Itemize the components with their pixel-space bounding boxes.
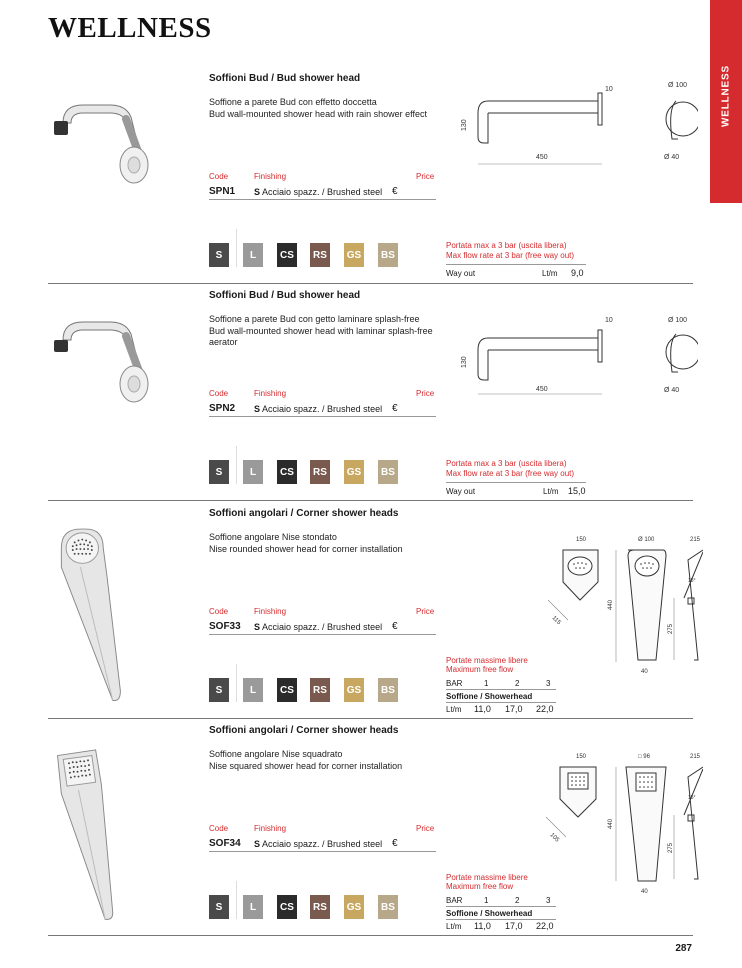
showerhead-label: Soffione / Showerhead bbox=[446, 909, 533, 918]
description-en: Bud wall-mounted shower head with laminar splash-free aerator bbox=[209, 326, 433, 347]
bar-1: 1 bbox=[484, 679, 489, 688]
finishing-header: Finishing bbox=[254, 389, 287, 398]
finishing-value: S Acciaio spazz. / Brushed steel bbox=[254, 187, 383, 197]
svg-text:150: 150 bbox=[576, 754, 587, 760]
description-en: Bud wall-mounted shower head with rain shower effect bbox=[209, 109, 427, 119]
product-title: Soffioni Bud / Bud shower head bbox=[209, 73, 361, 84]
bar-3: 3 bbox=[546, 679, 551, 688]
swatch-gs[interactable]: GS bbox=[344, 895, 364, 919]
flow-unit: Lt/m bbox=[446, 705, 462, 714]
description-it: Soffione a parete Bud con getto laminare splash-free bbox=[209, 314, 420, 324]
svg-text:Ø 100: Ø 100 bbox=[668, 317, 688, 324]
flow-rate-en: Max flow rate at 3 bar (free way out) bbox=[446, 469, 575, 478]
swatch-rs[interactable]: RS bbox=[310, 243, 330, 267]
flow-value-2: 17,0 bbox=[505, 921, 523, 931]
swatch-l[interactable]: L bbox=[243, 460, 263, 484]
bar-3: 3 bbox=[546, 896, 551, 905]
svg-text:215: 215 bbox=[690, 537, 701, 543]
svg-text:Ø 40: Ø 40 bbox=[664, 387, 680, 394]
price-currency: € bbox=[392, 621, 398, 632]
product-code: SPN1 bbox=[209, 186, 236, 197]
svg-text:275: 275 bbox=[668, 623, 674, 634]
flow-rate-it: Portate massime libere bbox=[446, 873, 528, 882]
finishing-header: Finishing bbox=[254, 172, 287, 181]
description-it: Soffione angolare Nise stondato bbox=[209, 532, 337, 542]
swatch-l[interactable]: L bbox=[243, 678, 263, 702]
flow-rate-en: Maximum free flow bbox=[446, 665, 514, 674]
finishing-value: S Acciaio spazz. / Brushed steel bbox=[254, 839, 383, 849]
flow-unit: Lt/m bbox=[543, 487, 559, 496]
svg-text:40: 40 bbox=[641, 889, 648, 895]
swatch-s[interactable]: S bbox=[209, 243, 229, 267]
divider bbox=[209, 634, 436, 635]
svg-text:40: 40 bbox=[641, 669, 648, 675]
swatch-cs[interactable]: CS bbox=[277, 460, 297, 484]
svg-text:130: 130 bbox=[461, 356, 468, 368]
swatch-rs[interactable]: RS bbox=[310, 678, 330, 702]
price-header: Price bbox=[416, 389, 435, 398]
finishing-header: Finishing bbox=[254, 607, 287, 616]
swatch-bs[interactable]: BS bbox=[378, 678, 398, 702]
description-it: Soffione a parete Bud con effetto doccetta bbox=[209, 97, 377, 107]
flow-value-3: 22,0 bbox=[536, 704, 554, 714]
flow-rate-en: Maximum free flow bbox=[446, 882, 514, 891]
product-image-sof34 bbox=[48, 727, 208, 927]
svg-text:105: 105 bbox=[548, 832, 560, 844]
svg-text:450: 450 bbox=[536, 154, 548, 161]
bar-1: 1 bbox=[484, 896, 489, 905]
flow-divider-2 bbox=[446, 702, 556, 703]
product-code: SPN2 bbox=[209, 403, 236, 414]
technical-drawing-spn1 bbox=[458, 79, 698, 194]
svg-text:130: 130 bbox=[461, 119, 468, 131]
swatch-gs[interactable]: GS bbox=[344, 460, 364, 484]
finishing-header: Finishing bbox=[254, 824, 287, 833]
technical-drawing-spn2 bbox=[458, 296, 698, 411]
divider bbox=[209, 851, 436, 852]
bar-2: 2 bbox=[515, 679, 520, 688]
code-header: Code bbox=[209, 824, 229, 833]
way-out-label: Way out bbox=[446, 487, 476, 496]
product-spn2 bbox=[48, 284, 693, 501]
swatch-cs[interactable]: CS bbox=[277, 243, 297, 267]
swatch-cs[interactable]: CS bbox=[277, 895, 297, 919]
flow-value: 15,0 bbox=[568, 486, 586, 496]
svg-text:Ø 100: Ø 100 bbox=[638, 537, 655, 543]
section-tab[interactable] bbox=[710, 0, 742, 203]
price-header: Price bbox=[416, 607, 435, 616]
svg-text:115: 115 bbox=[550, 615, 562, 627]
swatch-bs[interactable]: BS bbox=[378, 460, 398, 484]
flow-divider bbox=[446, 689, 556, 690]
price-currency: € bbox=[392, 838, 398, 849]
svg-text:10: 10 bbox=[605, 317, 613, 324]
product-title: Soffioni angolari / Corner shower heads bbox=[209, 508, 399, 519]
product-image-spn2 bbox=[48, 292, 208, 492]
swatch-l[interactable]: L bbox=[243, 243, 263, 267]
price-header: Price bbox=[416, 824, 435, 833]
swatch-l[interactable]: L bbox=[243, 895, 263, 919]
svg-text:□ 96: □ 96 bbox=[638, 754, 650, 760]
flow-divider bbox=[446, 264, 586, 265]
svg-text:15°: 15° bbox=[688, 795, 696, 801]
code-header: Code bbox=[209, 607, 229, 616]
product-image-sof33 bbox=[48, 510, 208, 710]
bar-2: 2 bbox=[515, 896, 520, 905]
swatch-bs[interactable]: BS bbox=[378, 243, 398, 267]
way-out-label: Way out bbox=[446, 269, 476, 278]
section-tab-label: WELLNESS bbox=[720, 65, 732, 127]
flow-value-3: 22,0 bbox=[536, 921, 554, 931]
swatch-cs[interactable]: CS bbox=[277, 678, 297, 702]
product-sof34 bbox=[48, 719, 701, 936]
product-image-spn1 bbox=[48, 75, 208, 275]
description-it: Soffione angolare Nise squadrato bbox=[209, 749, 343, 759]
product-title: Soffioni angolari / Corner shower heads bbox=[209, 725, 399, 736]
bar-label: BAR bbox=[446, 896, 463, 905]
product-code: SOF33 bbox=[209, 621, 241, 632]
svg-text:440: 440 bbox=[608, 599, 614, 610]
showerhead-label: Soffione / Showerhead bbox=[446, 692, 533, 701]
flow-value: 9,0 bbox=[571, 268, 584, 278]
swatch-bs[interactable]: BS bbox=[378, 895, 398, 919]
code-header: Code bbox=[209, 172, 229, 181]
product-sof33 bbox=[48, 502, 701, 719]
flow-rate-it: Portata max a 3 bar (uscita libera) bbox=[446, 241, 567, 250]
swatch-rs[interactable]: RS bbox=[310, 460, 330, 484]
technical-drawing-sof34 bbox=[488, 747, 703, 912]
flow-divider-2 bbox=[446, 919, 556, 920]
swatch-gs[interactable]: GS bbox=[344, 243, 364, 267]
description-en: Nise squared shower head for corner installation bbox=[209, 761, 403, 771]
swatch-rs[interactable]: RS bbox=[310, 895, 330, 919]
flow-value-1: 11,0 bbox=[474, 921, 491, 931]
finishing-value: S Acciaio spazz. / Brushed steel bbox=[254, 404, 383, 414]
flow-value-1: 11,0 bbox=[474, 704, 491, 714]
svg-text:15°: 15° bbox=[688, 578, 696, 584]
divider bbox=[209, 199, 436, 200]
flow-rate-en: Max flow rate at 3 bar (free way out) bbox=[446, 251, 575, 260]
svg-text:215: 215 bbox=[690, 754, 701, 760]
svg-text:440: 440 bbox=[608, 818, 614, 829]
flow-divider bbox=[446, 906, 556, 907]
finishing-value: S Acciaio spazz. / Brushed steel bbox=[254, 622, 383, 632]
description-en: Nise rounded shower head for corner installation bbox=[209, 544, 403, 554]
technical-drawing-sof33 bbox=[488, 530, 703, 695]
bar-label: BAR bbox=[446, 679, 463, 688]
price-currency: € bbox=[392, 186, 398, 197]
swatch-s[interactable]: S bbox=[209, 678, 229, 702]
flow-unit: Lt/m bbox=[446, 922, 462, 931]
swatch-s[interactable]: S bbox=[209, 460, 229, 484]
flow-rate-it: Portata max a 3 bar (uscita libera) bbox=[446, 459, 567, 468]
flow-value-2: 17,0 bbox=[505, 704, 523, 714]
product-code: SOF34 bbox=[209, 838, 241, 849]
swatch-s[interactable]: S bbox=[209, 895, 229, 919]
svg-text:Ø 100: Ø 100 bbox=[668, 82, 688, 89]
page-number: 287 bbox=[675, 943, 692, 954]
svg-text:Ø 40: Ø 40 bbox=[664, 154, 680, 161]
flow-divider bbox=[446, 482, 586, 483]
product-title: Soffioni Bud / Bud shower head bbox=[209, 290, 361, 301]
svg-text:275: 275 bbox=[668, 842, 674, 853]
code-header: Code bbox=[209, 389, 229, 398]
price-currency: € bbox=[392, 403, 398, 414]
svg-text:150: 150 bbox=[576, 537, 587, 543]
swatch-gs[interactable]: GS bbox=[344, 678, 364, 702]
divider bbox=[209, 416, 436, 417]
flow-rate-it: Portate massime libere bbox=[446, 656, 528, 665]
flow-unit: Lt/m bbox=[542, 269, 558, 278]
svg-text:450: 450 bbox=[536, 386, 548, 393]
page-title: WELLNESS bbox=[48, 12, 212, 44]
svg-text:10: 10 bbox=[605, 86, 613, 93]
price-header: Price bbox=[416, 172, 435, 181]
product-spn1 bbox=[48, 67, 693, 284]
